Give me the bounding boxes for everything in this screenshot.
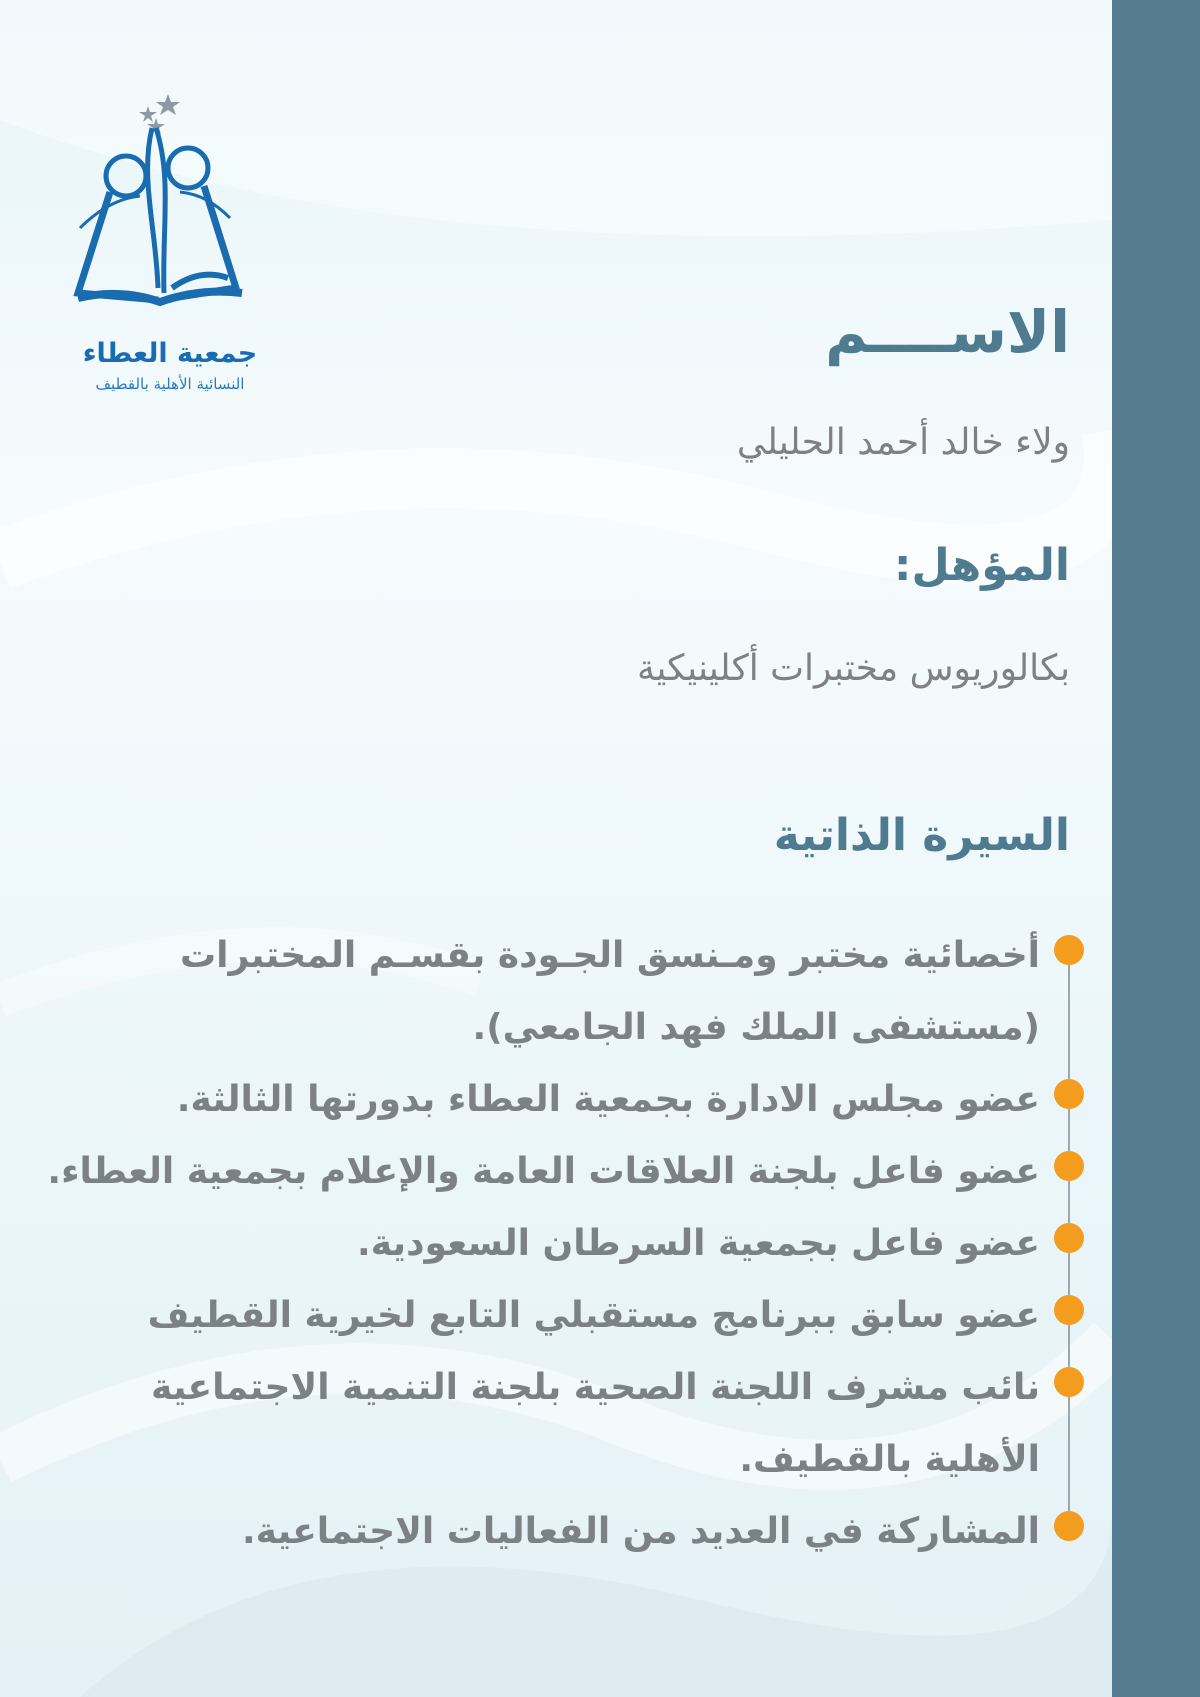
bio-item: أخصائية مختبر ومـنسق الجـودة بقسـم المختبرات (مستشفى الملك فهد الجامعي). (180, 935, 1040, 1048)
bio-heading: السيرة الذاتية (773, 810, 1070, 861)
bio-item: عضو سابق ببرنامج مستقبلي التابع لخيرية القطيف (147, 1295, 1040, 1336)
bullet-icon (1054, 1079, 1084, 1109)
bio-item: عضو فاعل بجمعية السرطان السعودية. (357, 1223, 1040, 1264)
logo-name: جمعية العطاء (82, 338, 258, 369)
logo-emblem-icon (60, 88, 280, 338)
bullet-icon (1054, 935, 1084, 965)
qualification-heading: المؤهل: (893, 540, 1070, 591)
bullet-icon (1054, 1367, 1084, 1397)
qualification-value: بكالوريوس مختبرات أكلينيكية (637, 648, 1070, 689)
bullet-icon (1054, 1511, 1084, 1541)
logo-subtitle: النسائية الأهلية بالقطيف (95, 375, 245, 393)
bullet-icon (1054, 1223, 1084, 1253)
bio-item: نائب مشرف اللجنة الصحية بلجنة التنمية الاجتماعية الأهلية بالقطيف. (151, 1367, 1040, 1480)
right-sidebar-band (1112, 0, 1200, 1697)
name-value: ولاء خالد أحمد الحليلي (736, 422, 1070, 463)
bio-item: عضو فاعل بلجنة العلاقات العامة والإعلام بجمعية العطاء. (47, 1151, 1040, 1192)
bio-item: المشاركة في العديد من الفعاليات الاجتماعية. (241, 1511, 1040, 1552)
name-heading: الاســــم (825, 298, 1070, 366)
organization-logo (60, 88, 280, 408)
bio-list (40, 920, 1040, 1568)
bio-item: عضو مجلس الادارة بجمعية العطاء بدورتها الثالثة. (176, 1079, 1040, 1120)
bullet-icon (1054, 1151, 1084, 1181)
bullet-icon (1054, 1295, 1084, 1325)
